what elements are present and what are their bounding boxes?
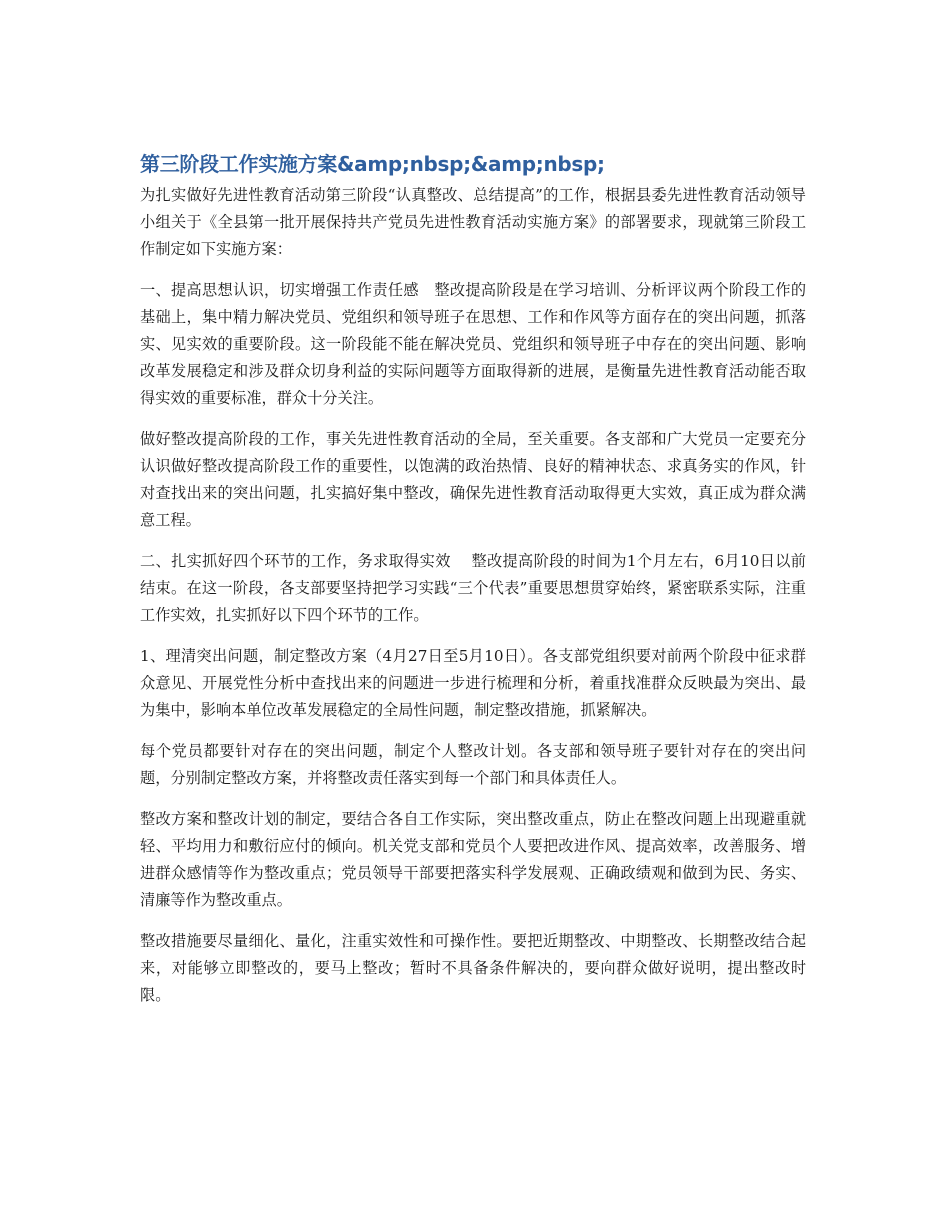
paragraph-personal-plan: 每个党员都要针对存在的突出问题，制定个人整改计划。各支部和领导班子要针对存在的突出问题，分别制定整改方案，并将整改责任落实到每一个部门和具体责任人。 — [140, 742, 806, 787]
paragraph-step-1: 1、理清突出问题，制定整改方案（4月27日至5月10日）。各支部党组织要对前两个阶段中征求群众意见、开展党性分析中查找出来的问题进一步进行梳理和分析，着重找准群众反映最为突出、最为集中，影响本单位改革发展稳定的全局性问题，制定整改措施，抓紧解决。 — [140, 647, 806, 719]
paragraph-section-2: 二、扎实抓好四个环节的工作，务求取得实效 整改提高阶段的时间为1个月左右，6月10日以前结束。在这一阶段，各支部要坚持把学习实践“三个代表”重要思想贯穿始终，紧密联系实际，注重工作实效，扎实抓好以下四个环节的工作。 — [140, 552, 806, 624]
paragraph-measures: 整改措施要尽量细化、量化，注重实效性和可操作性。要把近期整改、中期整改、长期整改结合起来，对能够立即整改的，要马上整改；暂时不具备条件解决的，要向群众做好说明，提出整改时限。 — [140, 932, 806, 1004]
document-title: 第三阶段工作实施方案&amp;nbsp;&amp;nbsp; — [140, 152, 605, 176]
document-page — [140, 150, 806, 1023]
paragraph-section-1: 一、提高思想认识，切实增强工作责任感 整改提高阶段是在学习培训、分析评议两个阶段工作的基础上，集中精力解决党员、党组织和领导班子在思想、工作和作风等方面存在的突出问题，抓落实、见实效的重要阶段。这一阶段能不能在解决党员、党组织和领导班子中存在的突出问题、影响改革发展稳定和涉及群众切身利益的实际问题等方面取得新的进展，是衡量先进性教育活动能否取得实效的重要标准，群众十分关注。 — [140, 281, 806, 407]
paragraph-plan-formulation: 整改方案和整改计划的制定，要结合各自工作实际，突出整改重点，防止在整改问题上出现避重就轻、平均用力和敷衍应付的倾向。机关党支部和党员个人要把改进作风、提高效率，改善服务、增进群众感情等作为整改重点；党员领导干部要把落实科学发展观、正确政绩观和做到为民、务实、清廉等作为整改重点。 — [140, 810, 806, 909]
paragraph-intro: 为扎实做好先进性教育活动第三阶段“认真整改、总结提高”的工作，根据县委先进性教育活动领导小组关于《全县第一批开展保持共产党员先进性教育活动实施方案》的部署要求，现就第三阶段工作制定如下实施方案： — [140, 186, 806, 258]
paragraph-section-1-detail: 做好整改提高阶段的工作，事关先进性教育活动的全局，至关重要。各支部和广大党员一定要充分认识做好整改提高阶段工作的重要性，以饱满的政治热情、良好的精神状态、求真务实的作风，针对查找出来的突出问题，扎实搞好集中整改，确保先进性教育活动取得更大实效，真正成为群众满意工程。 — [140, 430, 806, 529]
